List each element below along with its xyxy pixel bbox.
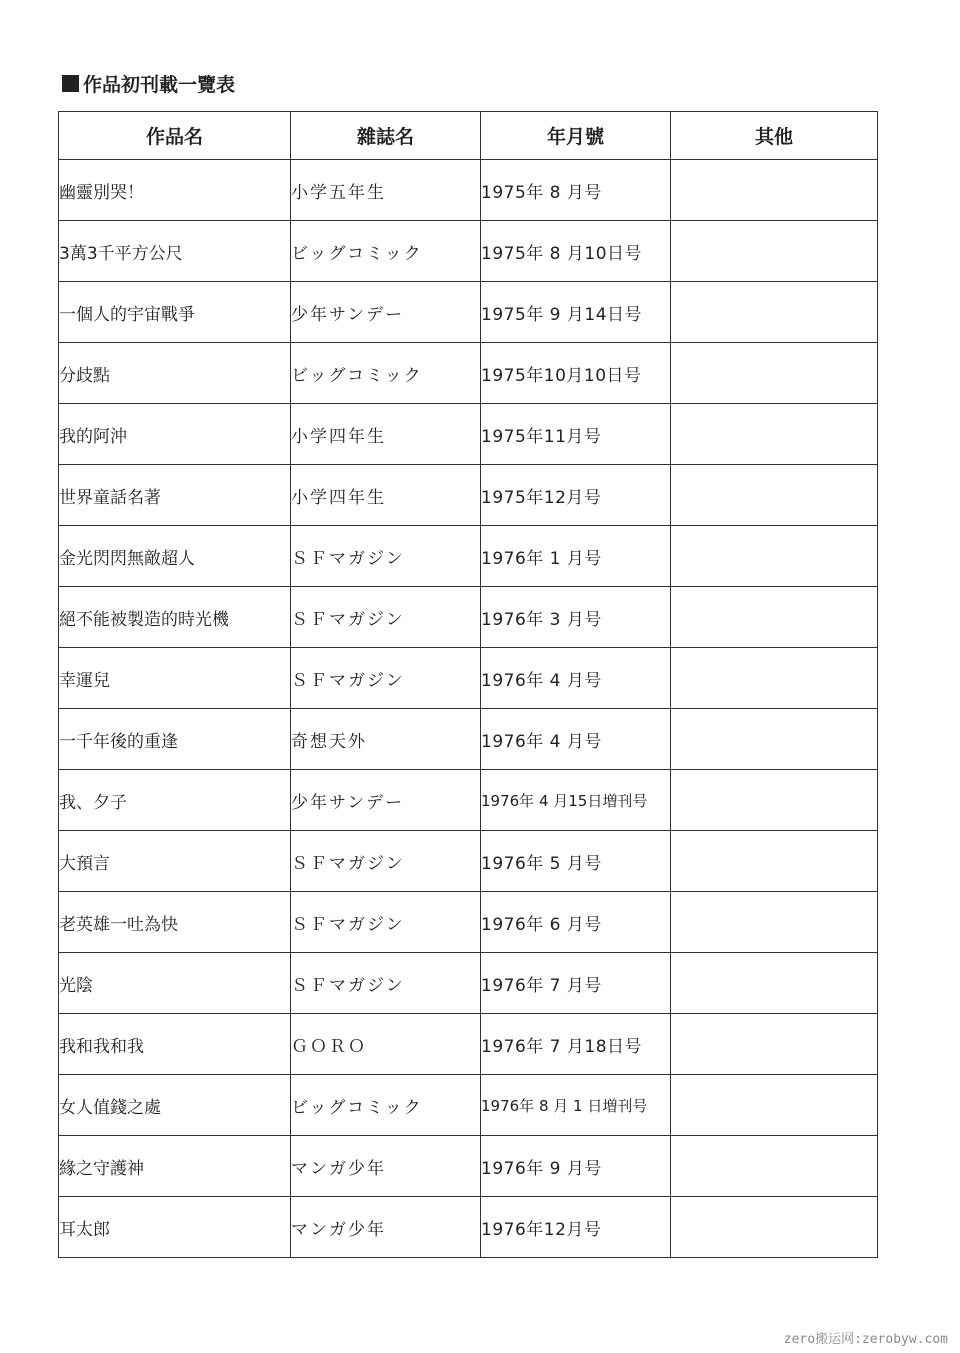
cell-other [671, 404, 878, 465]
cell-issue: 1975年12月号 [481, 465, 671, 526]
cell-magazine: ＳＦマガジン [291, 648, 481, 709]
cell-title: 耳太郎 [59, 1197, 291, 1258]
page-title [62, 70, 235, 97]
cell-issue: 1976年 5 月号 [481, 831, 671, 892]
cell-magazine: マンガ少年 [291, 1136, 481, 1197]
table-row [59, 1197, 878, 1258]
cell-title: 緣之守護神 [59, 1136, 291, 1197]
cell-other [671, 1014, 878, 1075]
cell-other [671, 587, 878, 648]
header-magazine: 雜誌名 [291, 112, 481, 160]
cell-magazine: ビッグコミック [291, 221, 481, 282]
cell-issue: 1975年11月号 [481, 404, 671, 465]
cell-title: 我、夕子 [59, 770, 291, 831]
table-header-row [59, 112, 878, 160]
table-row [59, 709, 878, 770]
cell-title: 世界童話名著 [59, 465, 291, 526]
cell-title: 老英雄一吐為快 [59, 892, 291, 953]
cell-issue: 1976年 7 月号 [481, 953, 671, 1014]
header-title: 作品名 [59, 112, 291, 160]
cell-other [671, 343, 878, 404]
cell-title: 女人值錢之處 [59, 1075, 291, 1136]
cell-title: 一千年後的重逢 [59, 709, 291, 770]
cell-issue: 1975年 8 月10日号 [481, 221, 671, 282]
cell-title: 我和我和我 [59, 1014, 291, 1075]
cell-issue: 1976年 4 月号 [481, 648, 671, 709]
cell-magazine: ＳＦマガジン [291, 953, 481, 1014]
table-row [59, 465, 878, 526]
table-row [59, 160, 878, 221]
cell-other [671, 526, 878, 587]
cell-magazine: ＳＦマガジン [291, 526, 481, 587]
cell-title: 絕不能被製造的時光機 [59, 587, 291, 648]
cell-magazine: ＳＦマガジン [291, 587, 481, 648]
cell-magazine: ビッグコミック [291, 343, 481, 404]
table-row [59, 282, 878, 343]
cell-magazine: マンガ少年 [291, 1197, 481, 1258]
cell-other [671, 465, 878, 526]
watermark: zero搬运网:zerobyw.com [783, 1332, 948, 1347]
cell-magazine: ＧＯＲＯ [291, 1014, 481, 1075]
header-issue: 年月號 [481, 112, 671, 160]
works-table [58, 111, 878, 1258]
table-row [59, 1075, 878, 1136]
cell-magazine: ＳＦマガジン [291, 892, 481, 953]
cell-magazine: 少年サンデー [291, 282, 481, 343]
cell-issue: 1975年 9 月14日号 [481, 282, 671, 343]
cell-magazine: 小学四年生 [291, 465, 481, 526]
table-row [59, 831, 878, 892]
cell-issue: 1976年 4 月号 [481, 709, 671, 770]
cell-title: 一個人的宇宙戰爭 [59, 282, 291, 343]
cell-other [671, 1136, 878, 1197]
cell-title: 我的阿沖 [59, 404, 291, 465]
table-row [59, 526, 878, 587]
header-other: 其他 [671, 112, 878, 160]
cell-issue: 1976年 4 月15日増刊号 [481, 770, 671, 831]
cell-title: 幸運兒 [59, 648, 291, 709]
cell-issue: 1976年 7 月18日号 [481, 1014, 671, 1075]
cell-magazine: 小学四年生 [291, 404, 481, 465]
table-row [59, 1136, 878, 1197]
page-title-text: 作品初刊載一覽表 [83, 74, 236, 96]
table-row [59, 404, 878, 465]
cell-other [671, 282, 878, 343]
cell-other [671, 221, 878, 282]
cell-magazine: 少年サンデー [291, 770, 481, 831]
cell-issue: 1976年12月号 [481, 1197, 671, 1258]
cell-issue: 1976年 6 月号 [481, 892, 671, 953]
cell-other [671, 953, 878, 1014]
cell-other [671, 831, 878, 892]
table-row [59, 892, 878, 953]
table-row [59, 770, 878, 831]
cell-issue: 1975年10月10日号 [481, 343, 671, 404]
cell-title: 分歧點 [59, 343, 291, 404]
cell-other [671, 770, 878, 831]
table-row [59, 1014, 878, 1075]
cell-other [671, 1075, 878, 1136]
table-row [59, 587, 878, 648]
cell-title: 光陰 [59, 953, 291, 1014]
table-row [59, 221, 878, 282]
cell-other [671, 648, 878, 709]
cell-issue: 1976年 8 月 1 日増刊号 [481, 1075, 671, 1136]
cell-issue: 1976年 3 月号 [481, 587, 671, 648]
cell-magazine: 奇想天外 [291, 709, 481, 770]
cell-other [671, 160, 878, 221]
table-row [59, 648, 878, 709]
table-row [59, 953, 878, 1014]
cell-title: 3萬3千平方公尺 [59, 221, 291, 282]
cell-issue: 1975年 8 月号 [481, 160, 671, 221]
cell-issue: 1976年 9 月号 [481, 1136, 671, 1197]
cell-title: 大預言 [59, 831, 291, 892]
cell-other [671, 709, 878, 770]
cell-magazine: ビッグコミック [291, 1075, 481, 1136]
cell-issue: 1976年 1 月号 [481, 526, 671, 587]
cell-other [671, 1197, 878, 1258]
cell-title: 金光閃閃無敵超人 [59, 526, 291, 587]
table-row [59, 343, 878, 404]
black-square-icon [62, 75, 79, 92]
cell-other [671, 892, 878, 953]
cell-title: 幽靈別哭！ [59, 160, 291, 221]
cell-magazine: ＳＦマガジン [291, 831, 481, 892]
cell-magazine: 小学五年生 [291, 160, 481, 221]
